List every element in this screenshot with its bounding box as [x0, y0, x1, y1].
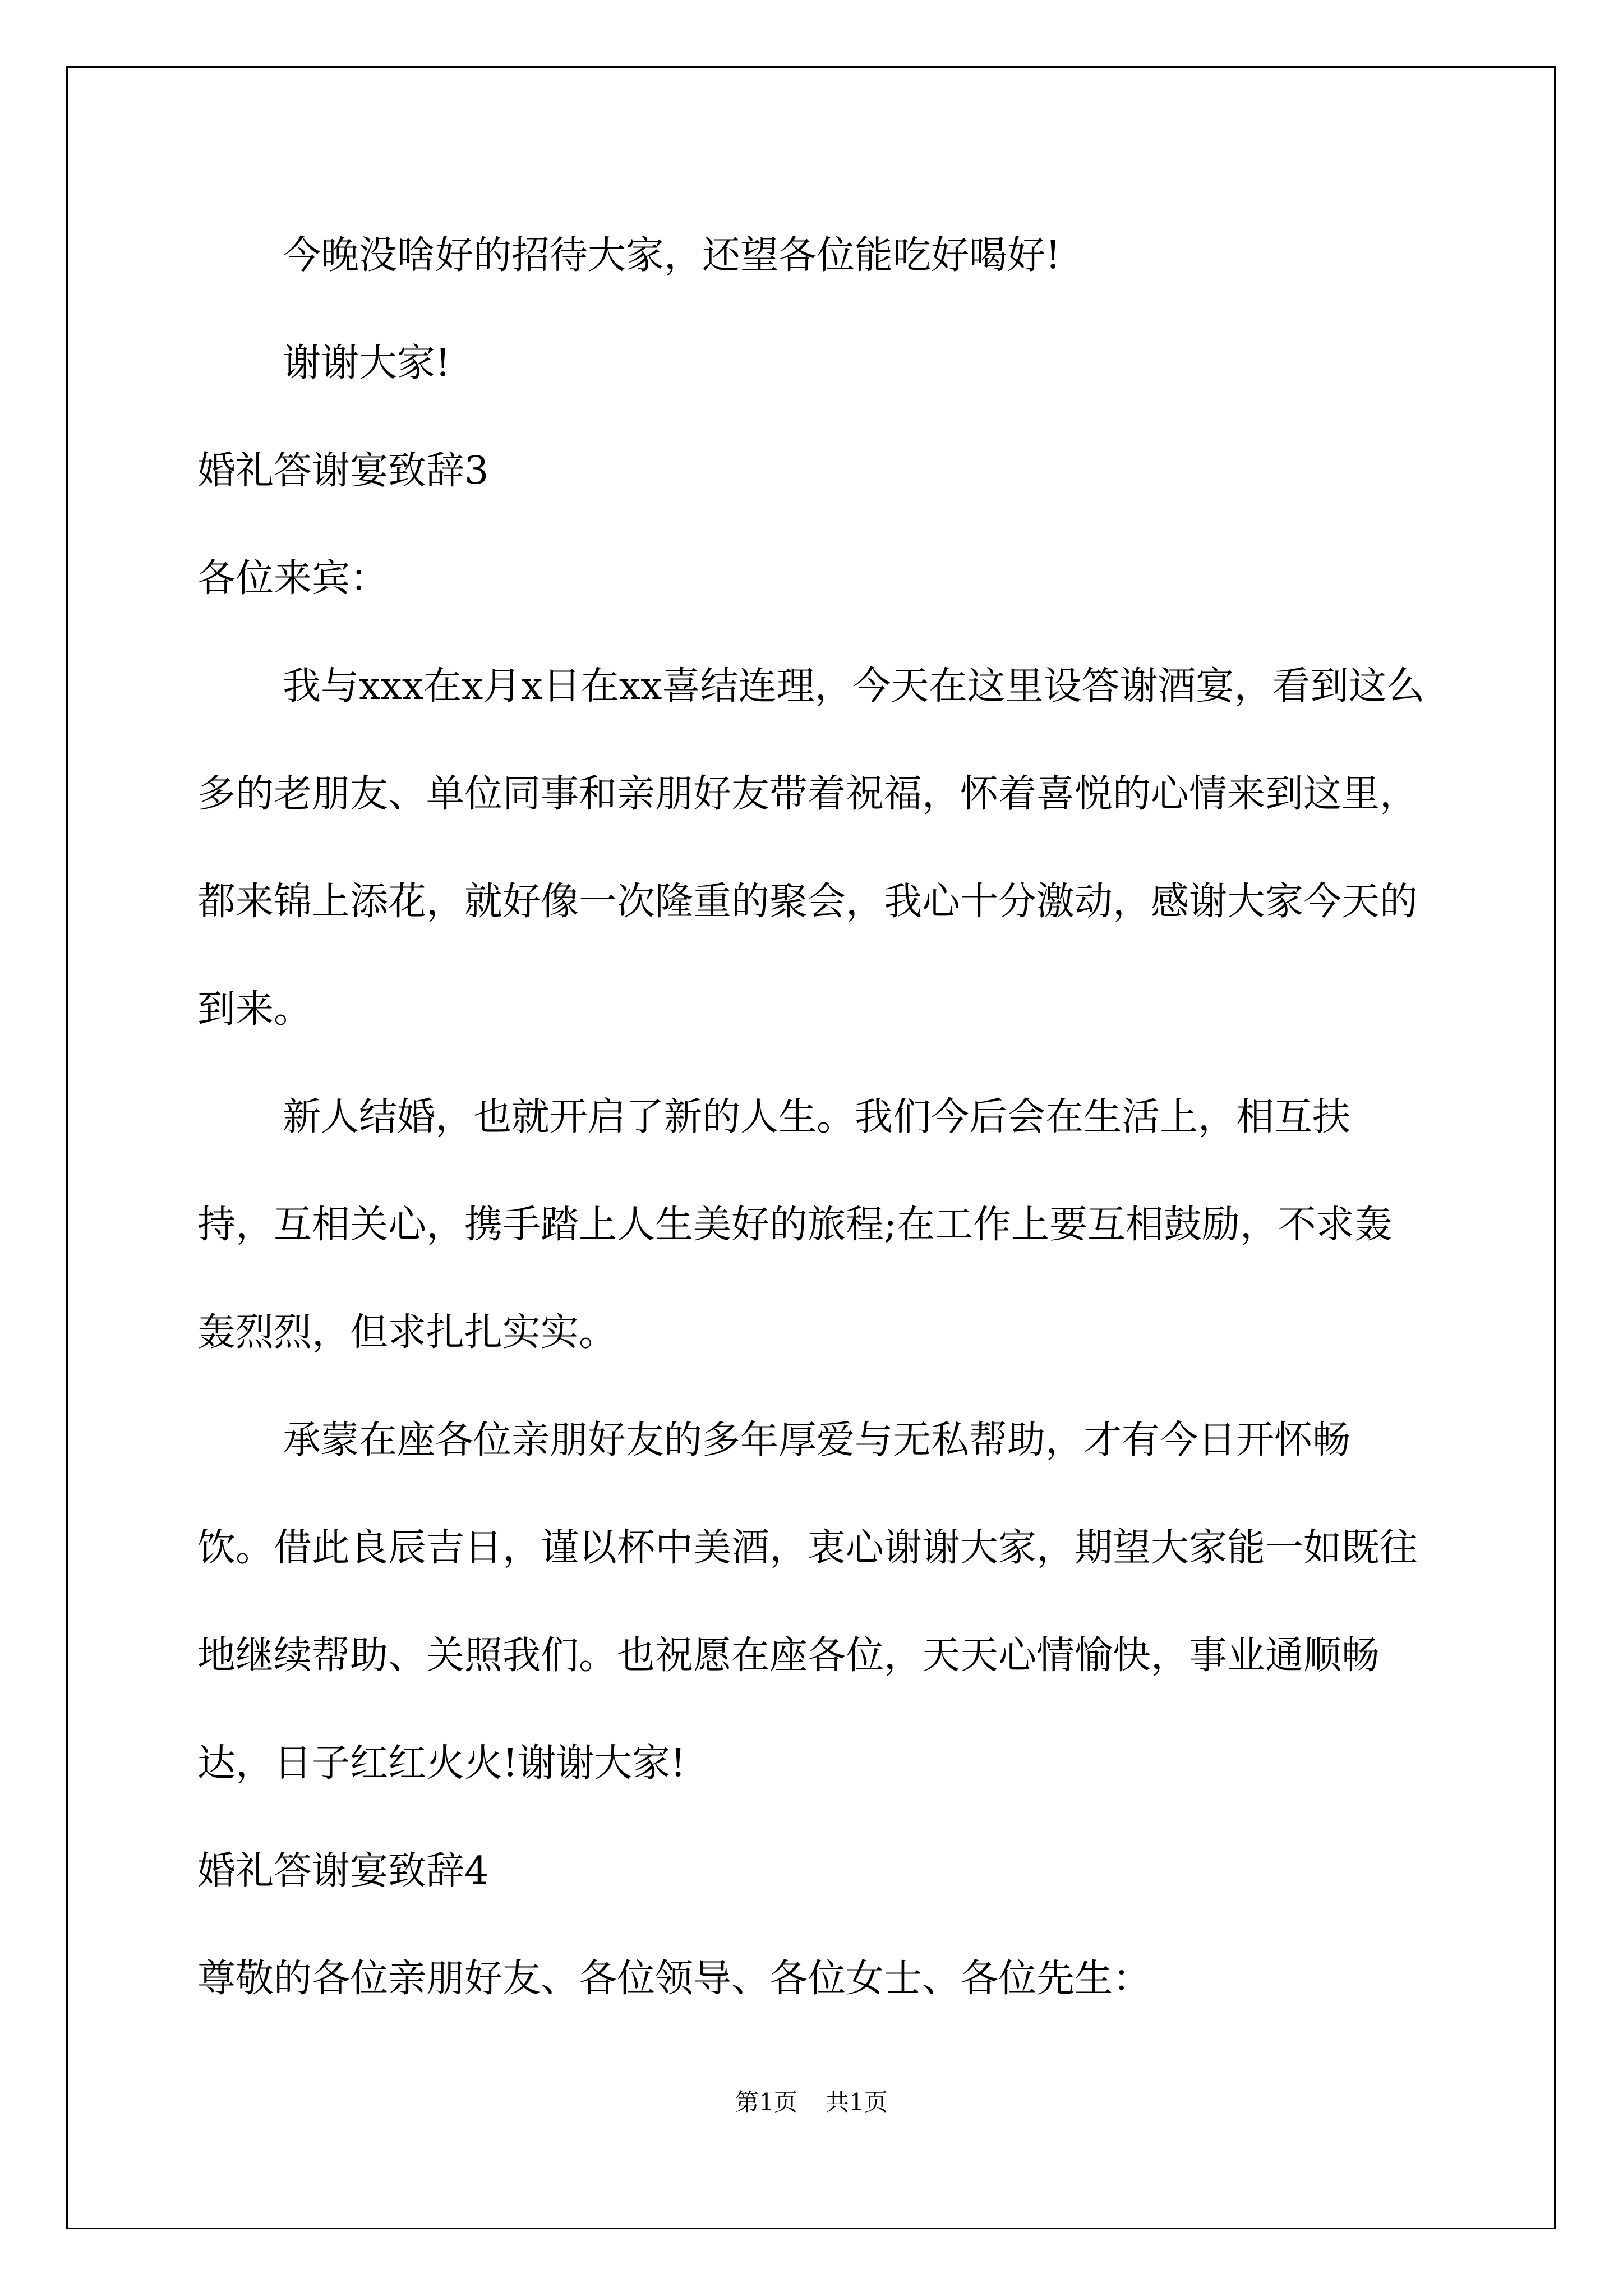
page-total: 共1页 — [826, 2088, 888, 2116]
section-heading-4: 婚礼答谢宴致辞4 — [197, 1849, 489, 1893]
page-number: 第1页 — [735, 2088, 797, 2116]
section-heading-3: 婚礼答谢宴致辞3 — [197, 449, 489, 493]
paragraph-wedding-announcement: 我与xxx在x月x日在xx喜结连理，今天在这里设答谢酒宴，看到这么多的老朋友、单位同事和亲朋好友带着祝福，怀着喜悦的心情来到这里，都来锦上添花，就好像一次隆重的聚会，我心十分激动，感谢大家今天的到来。 — [197, 664, 1425, 1032]
paragraph-new-life: 新人结婚，也就开启了新的人生。我们今后会在生活上，相互扶持，互相关心，携手踏上人生美好的旅程;在工作上要互相鼓励，不求轰轰烈烈，但求扎扎实实。 — [197, 1095, 1393, 1355]
page-footer — [0, 2086, 1623, 2119]
salutation-respected-guests: 尊敬的各位亲朋好友、各位领导、各位女士、各位先生： — [197, 1957, 1151, 2001]
paragraph-closing-hospitality: 今晚没啥好的招待大家，还望各位能吃好喝好! — [283, 233, 1061, 278]
document-body — [197, 202, 1426, 2033]
paragraph-thanks: 谢谢大家! — [283, 341, 451, 385]
salutation-guests: 各位来宾： — [197, 556, 389, 601]
paragraph-gratitude-toast: 承蒙在座各位亲朋好友的多年厚爱与无私帮助，才有今日开怀畅饮。借此良辰吉日，谨以杯中美酒，衷心谢谢大家，期望大家能一如既往地继续帮助、关照我们。也祝愿在座各位，天天心情愉快，事业通顺畅达，日子红红火火!谢谢大家! — [197, 1418, 1418, 1786]
